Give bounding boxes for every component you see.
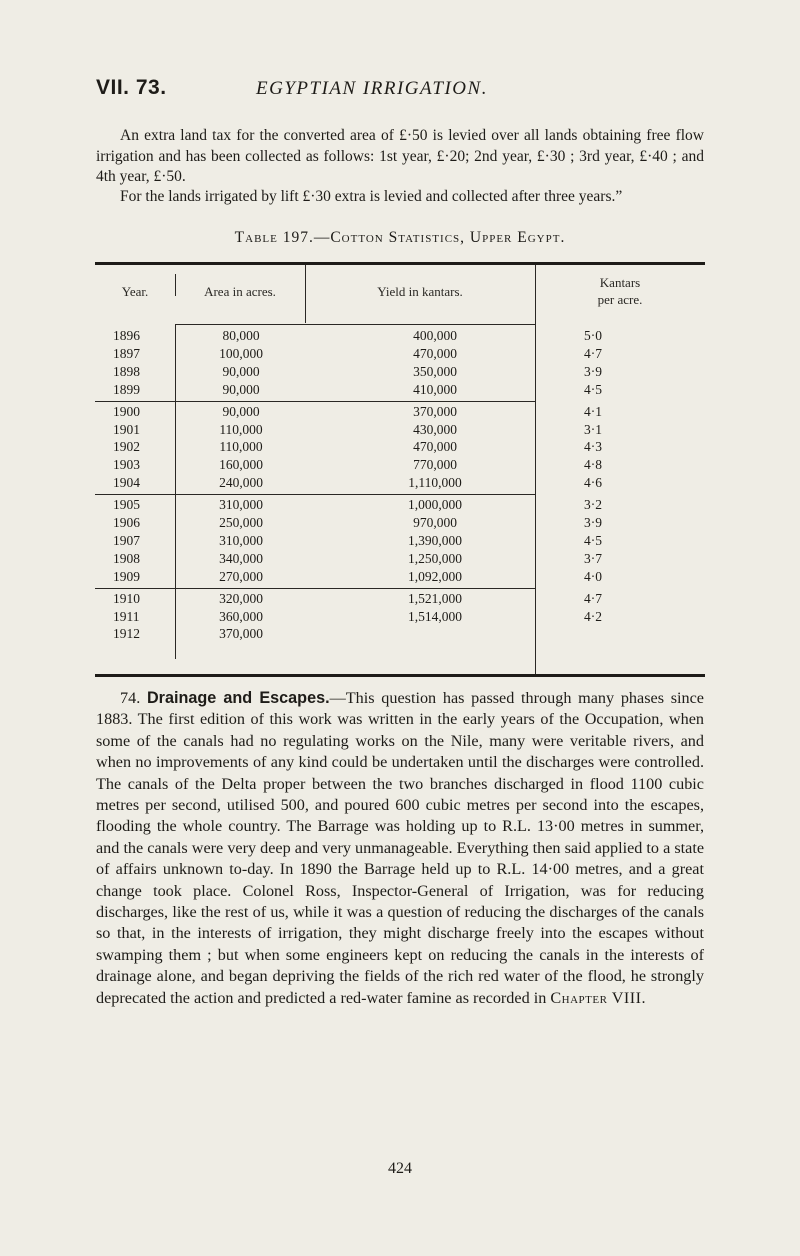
intro-paragraph-1: An extra land tax for the converted area of £·50 is levied over all lands obtaining free flow irrigation and has been collected as follows: 1st year, £·20; 2nd year, £·30 ; 3rd year, £·40 ; and 4th year, £·50.: [96, 127, 704, 185]
cell-yield: 1,390,000: [408, 532, 462, 548]
section-number: VII. 73.: [96, 76, 167, 99]
cell-year: 1912: [113, 626, 140, 642]
cell-kantars-per-acre: 4·5: [584, 381, 602, 397]
cell-kantars-per-acre: 4·3: [584, 439, 602, 455]
cell-kantars-per-acre: 3·9: [584, 363, 602, 379]
table-caption-title: Cotton Statistics, Upper Egypt.: [330, 229, 566, 246]
cell-yield: 470,000: [413, 439, 457, 455]
header-area: Area in acres.: [204, 284, 276, 299]
group-rule: [95, 401, 535, 402]
cell-yield: 970,000: [413, 515, 457, 530]
section-74-body: —This question has passed through many phases since 1883. The first edition of this work was written in the early years of the Occupation, when some of the canals had no regulating works on the Nile, many were veritable rivers, and when no improvements of any kind could be undertaken until the discharges were controlled. The canals of the Delta proper between the two branches discharged in flood 1100 cubic metres per second, utilised 500, and poured 600 cubic metres per second into the escapes, flooding the whole country. The Barrage was holding up to R.L. 13·00 metres in summer, and the canals were very deep and very unmanageable. Everything then said applied to a state of affairs unknown to-day. In 1890 the Barrage held up to R.L. 14·00 metres, and a great change took place. Colonel Ross, Inspector-General of Irrigation, was for reducing discharges, like the rest of us, while it was a question of reducing the discharges of the canals so that, in the interests of irrigation, they might discharge freely into the escapes without swamping them ; but when some engineers kept on reducing the canals in the interests of drainage alone, and began depriving the fields of the rich red water of the flood, he strongly deprecated the action and predicted a red-water famine as recorded in: [96, 689, 704, 1007]
cell-kantars-per-acre: 3·1: [584, 421, 602, 437]
header-year: Year.: [121, 284, 149, 299]
cell-area: 250,000: [219, 515, 263, 530]
cell-year: 1898: [113, 363, 140, 379]
cell-year: 1910: [113, 590, 140, 606]
cell-area: 320,000: [219, 590, 263, 606]
cell-area: 110,000: [219, 421, 263, 437]
group-rule: [95, 588, 535, 589]
cell-kantars-per-acre: 3·2: [584, 497, 602, 513]
cell-kantars-per-acre: 3·7: [584, 550, 602, 566]
cell-yield: 430,000: [413, 421, 457, 437]
cell-year: 1911: [113, 608, 140, 624]
cell-year: 1900: [113, 403, 140, 419]
cell-yield: 410,000: [413, 381, 457, 397]
header-kantars: Kantars: [599, 275, 641, 290]
cell-area: 310,000: [219, 497, 263, 513]
running-title: EGYPTIAN IRRIGATION.: [256, 78, 488, 99]
cell-area: 340,000: [219, 550, 263, 566]
cell-kantars-per-acre: 4·2: [584, 608, 602, 624]
cell-year: 1896: [113, 328, 140, 343]
cell-yield: 400,000: [413, 328, 457, 343]
cell-kantars-per-acre: 4·5: [584, 532, 602, 548]
cell-yield: 1,092,000: [408, 568, 462, 584]
group-rule: [95, 494, 535, 495]
cell-year: 1907: [113, 532, 140, 548]
table-caption: [0, 229, 800, 247]
cell-area: 90,000: [222, 403, 260, 419]
cell-year: 1901: [113, 421, 140, 437]
cell-kantars-per-acre: 4·7: [584, 345, 602, 361]
cell-year: 1909: [113, 568, 140, 584]
cell-kantars-per-acre: 5·0: [584, 328, 602, 343]
cell-yield: 470,000: [413, 345, 457, 361]
cell-yield: 350,000: [413, 363, 457, 379]
cell-year: 1897: [113, 345, 140, 361]
table-caption-prefix: Table 197.—: [234, 229, 331, 246]
cell-area: 90,000: [222, 381, 260, 397]
page-number: 424: [388, 1160, 412, 1177]
cell-kantars-per-acre: 3·9: [584, 515, 602, 530]
cell-yield: 370,000: [413, 403, 457, 419]
cell-year: 1905: [113, 497, 140, 513]
cell-yield: 1,110,000: [408, 475, 462, 491]
cell-kantars-per-acre: 4·1: [584, 403, 602, 419]
chapter-reference: Chapter VIII.: [550, 988, 647, 1007]
table-bottom-rule: [95, 674, 705, 677]
cell-area: 370,000: [219, 626, 263, 642]
cell-kantars-per-acre: 4·0: [584, 568, 602, 584]
cell-kantars-per-acre: 4·7: [584, 590, 602, 606]
cell-area: 100,000: [219, 345, 263, 361]
cell-year: 1899: [113, 381, 140, 397]
running-header: [96, 76, 716, 104]
header-yield: Yield in kantars.: [377, 284, 463, 299]
cell-area: 80,000: [222, 328, 260, 343]
cell-area: 110,000: [219, 439, 263, 455]
header-per-acre: per acre.: [597, 292, 643, 307]
cell-kantars-per-acre: 4·8: [584, 457, 602, 473]
section-74-number: 74.: [120, 689, 141, 707]
cell-area: 240,000: [219, 475, 263, 491]
cell-year: 1908: [113, 550, 140, 566]
cell-kantars-per-acre: 4·6: [584, 475, 602, 491]
cell-year: 1902: [113, 439, 140, 455]
cell-yield: 1,514,000: [408, 608, 462, 624]
column-divider: [535, 265, 536, 674]
cell-area: 270,000: [219, 568, 263, 584]
cell-yield: 770,000: [413, 457, 457, 473]
header-rule: [175, 324, 535, 325]
cell-area: 310,000: [219, 532, 263, 548]
cell-year: 1903: [113, 457, 140, 473]
table-top-rule: [95, 262, 705, 265]
cell-yield: 1,521,000: [408, 590, 462, 606]
cell-yield: 1,000,000: [408, 497, 462, 513]
cell-year: 1904: [113, 475, 140, 491]
cell-area: 90,000: [222, 363, 260, 379]
intro-paragraph-2: For the lands irrigated by lift £·30 extra is levied and collected after three years.”: [120, 188, 623, 205]
cell-year: 1906: [113, 515, 140, 530]
column-divider: [175, 324, 176, 659]
cell-area: 360,000: [219, 608, 263, 624]
cell-area: 160,000: [219, 457, 263, 473]
cell-yield: 1,250,000: [408, 550, 462, 566]
section-74-heading: Drainage and Escapes.: [146, 689, 330, 707]
section-74-paragraph: [96, 688, 704, 1009]
